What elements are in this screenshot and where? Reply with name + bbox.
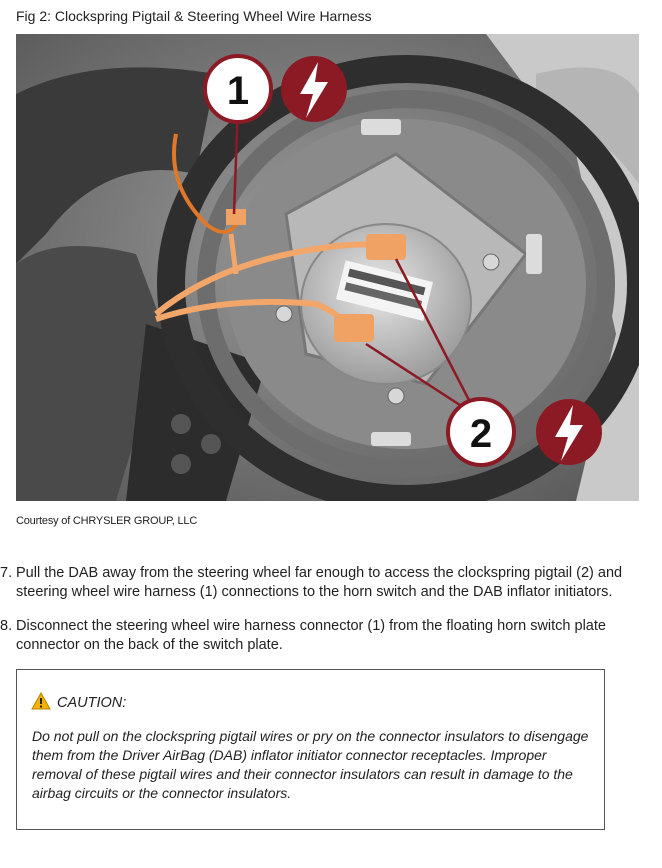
callout-1 <box>205 56 271 122</box>
caution-heading <box>31 692 126 714</box>
callout-1-label: 1 <box>226 69 250 113</box>
figure-caption: Fig 2: Clockspring Pigtail & Steering Wheel Wire Harness <box>16 8 372 24</box>
figure-courtesy: Courtesy of CHRYSLER GROUP, LLC <box>16 515 198 527</box>
step-number: 7. <box>0 565 13 581</box>
steering-wheel-photo <box>16 34 639 501</box>
caution-title: CAUTION: <box>57 695 127 711</box>
step-number: 8. <box>0 618 13 634</box>
caution-box <box>16 669 605 830</box>
lightning-icon <box>536 399 602 465</box>
caution-text: Do not pull on the clockspring pigtail wires or pry on the connector insulators to disengage them from the Driver AirBag (DAB) inflator initiator connector receptacles. Improper removal of these pigtail wires and their connector insulators can result in damage to the airbag circuits or the connector insulators. <box>32 728 589 801</box>
step-text: Disconnect the steering wheel wire harness connector (1) from the floating horn switch plate connector on the back of the switch plate. <box>16 618 606 653</box>
lightning-icon <box>281 56 347 122</box>
callout-2 <box>448 399 514 465</box>
warning-triangle-icon <box>31 692 51 714</box>
step-text: Pull the DAB away from the steering wheel far enough to access the clockspring pigtail (2) and steering wheel wire harness (1) connections to the horn switch and the DAB inflator initiators. <box>16 565 623 600</box>
callout-2-label: 2 <box>469 412 493 456</box>
